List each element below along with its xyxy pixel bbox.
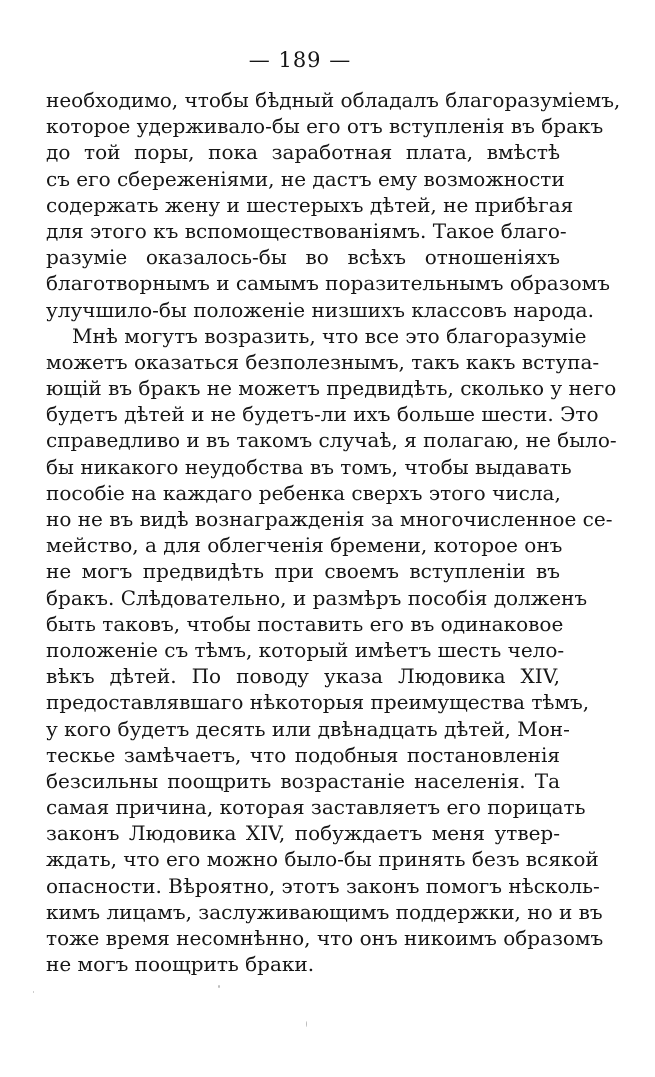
text-line: содержать жену и шестерыхъ дѣтей, не прибѣгая	[46, 192, 574, 217]
text-line: не могъ предвидѣть при своемъ вступленіи въ	[46, 559, 560, 584]
text-line: благотворнымъ и самымъ поразительнымъ образомъ	[46, 271, 610, 296]
text-line: разуміе оказалось-бы во всѣхъ отношеніяхъ	[46, 245, 560, 270]
page-number: — 189 —	[248, 48, 352, 72]
text-line: опасности. Вѣроятно, этотъ законъ помогъ нѣсколь-	[46, 873, 600, 898]
text-line: самая причина, которая заставляетъ его порицать	[46, 795, 586, 820]
text-line: можетъ оказаться безполезнымъ, такъ какъ вступа-	[46, 349, 600, 374]
text-line: бы никакого неудобства въ томъ, чтобы выдавать	[46, 454, 572, 479]
text-line: предоставлявшаго нѣкоторыя преимущества тѣмъ,	[46, 690, 590, 715]
text-line: не могъ поощрить браки.	[46, 952, 315, 977]
text-line: законъ Людовика XIV, побуждаетъ меня утвер-	[46, 821, 560, 846]
paper-speck	[306, 1021, 307, 1027]
body-text	[46, 87, 621, 977]
text-line: съ его сбереженіями, не дастъ ему возможности	[46, 166, 565, 191]
text-line: до той поры, пока заработная плата, вмѣстѣ	[46, 140, 560, 165]
text-line: ждать, что его можно было-бы принять безъ всякой	[46, 847, 599, 872]
text-line: у кого будетъ десять или двѣнадцать дѣтей, Мон-	[46, 716, 570, 741]
text-line: необходимо, чтобы бѣдный обладалъ благоразуміемъ,	[46, 88, 621, 112]
text-line: для этого къ вспомоществованіямъ. Такое благо-	[46, 218, 567, 243]
text-line: пособіе на каждаго ребенка сверхъ этого числа,	[46, 480, 561, 505]
text-line: безсильны поощрить возрастаніе населенія. Та	[46, 768, 560, 793]
paper-speck	[33, 991, 34, 993]
text-line: быть таковъ, чтобы поставить его въ одинаковое	[46, 611, 564, 636]
text-line: будетъ дѣтей и не будетъ-ли ихъ больше шести. Это	[46, 402, 599, 427]
text-line: но не въ видѣ вознагражденія за многочисленное се-	[46, 507, 613, 531]
text-line: вѣкъ дѣтей. По поводу указа Людовика XIV,	[46, 664, 560, 689]
text-line: справедливо и въ такомъ случаѣ, я полагаю, не было-	[46, 428, 617, 453]
paper-speck	[218, 985, 220, 988]
text-line: положеніе съ тѣмъ, который имѣетъ шесть чело-	[46, 637, 565, 662]
text-line: мейство, а для облегченія бремени, которое онъ	[46, 533, 563, 558]
paragraph-first-line: Мнѣ могутъ возразить, что все это благоразуміе	[72, 323, 587, 348]
text-line: ющій въ бракъ не можетъ предвидѣть, сколько у него	[46, 376, 617, 401]
text-line: тоже время несомнѣнно, что онъ никоимъ образомъ	[46, 926, 604, 950]
text-line: тескье замѣчаетъ, что подобныя постановленія	[46, 742, 560, 767]
text-line: кимъ лицамъ, заслуживающимъ поддержки, но и въ	[46, 899, 603, 924]
text-line: бракъ. Слѣдовательно, и размѣръ пособія долженъ	[46, 585, 588, 610]
text-line: которое удерживало-бы его отъ вступленія въ бракъ	[46, 114, 604, 139]
text-line: улучшило-бы положеніе низшихъ классовъ народа.	[46, 297, 594, 322]
